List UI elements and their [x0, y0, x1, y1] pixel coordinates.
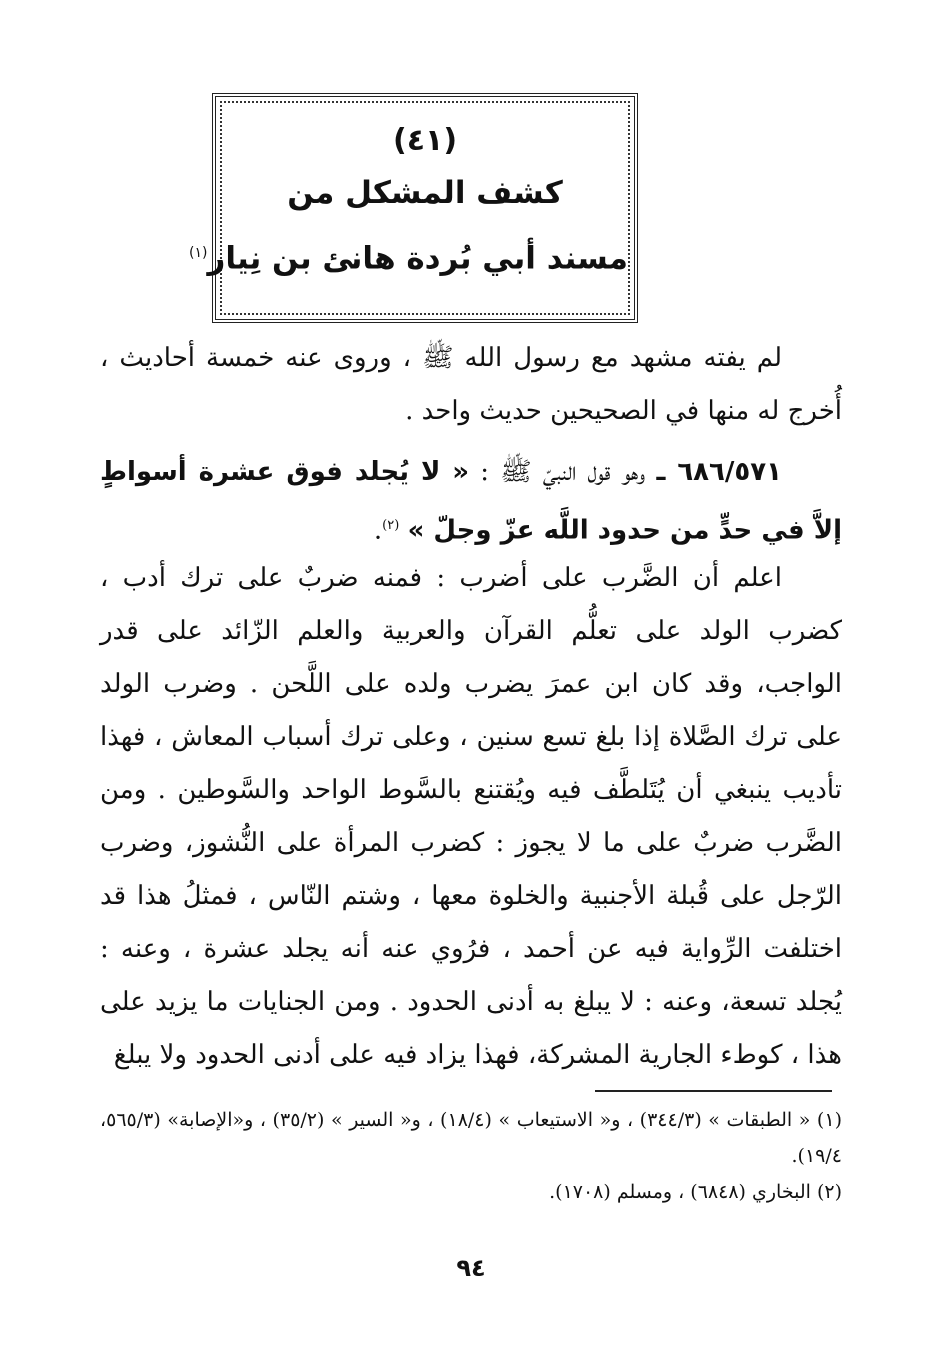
chapter-number: (٤١) [392, 123, 458, 158]
hadith-footnote-ref: (٢) [382, 518, 400, 533]
hadith-lead: وهو قول النبيّ ﷺ : [480, 457, 646, 487]
footnote-2: (٢) البخاري (٦٨٤٨) ، ومسلم (١٧٠٨). [549, 1181, 842, 1203]
commentary-block [100, 552, 842, 1082]
footnote-1: (١) « الطبقات » (٣٤٤/٣) ، و« الاستيعاب » (١٨/٤) ، و« السير » (٣٥/٢) ، و«الإصابة» (٥٦٥/٣، ١٩/٤). [100, 1109, 842, 1167]
hadith-block [100, 446, 842, 558]
hadith-paragraph [100, 446, 842, 558]
intro-block [100, 332, 842, 438]
chapter-title-line1: كشف المشكل من [287, 175, 563, 211]
footnote-separator [595, 1090, 832, 1092]
footnotes [100, 1102, 842, 1210]
commentary-paragraph: اعلم أن الضَّرب على أضرب : فمنه ضربٌ على ترك أدب ، كضرب الولد على تعلُّم القرآن والعربية والعلم الزّائد على قدر الواجب، وقد كان ابن عمرَ يضرب ولده على اللَّحن . وضرب الولد على ترك الصَّلاة إذا بلغ تسع سنين ، وعلى ترك أسباب المعاش ، فهذا تأديب ينبغي أن يُتَلطَّف فيه ويُقتنع بالسَّوط الواحد والسَّوطين . ومن الضَّرب ضربٌ على ما لا يجوز : كضرب المرأة على النُّشوز، وضرب الرّجل على قُبلة الأجنبية والخلوة معها ، وشتم النّاس ، فمثلُ هذا قد اختلفت الرِّواية فيه عن أحمد ، فرُوي عنه أنه يجلد عشرة ، وعنه : يُجلد تسعة، وعنه : لا يبلغ به أدنى الحدود . ومن الجنايات ما يزيد على هذا ، كوطء الجارية المشركة، فهذا يزاد فيه على أدنى الحدود ولا يبلغ [100, 563, 842, 1070]
intro-paragraph: لم يفته مشهد مع رسول الله ﷺ ، وروى عنه خمسة أحاديث ، أُخرج له منها في الصحيحين حديث واحد . [100, 343, 842, 426]
hadith-end: . [373, 515, 383, 546]
chapter-title-line2 [189, 223, 628, 283]
hadith-quote: « لا يُجلد فوق عشرة أسواطٍ إلاَّ في حدٍّ من حدود اللَّه عزّ وجلّ » [100, 457, 842, 546]
hadith-number: ٦٨٦/٥٧١ ـ [656, 457, 783, 487]
chapter-title-frame [189, 93, 638, 323]
page-number: ٩٤ [456, 1254, 486, 1282]
chapter-title-inner [189, 101, 630, 315]
title-footnote-ref: (١) [189, 245, 208, 261]
chapter-title-line2-text: مسند أبي بُردة هانئ بن نِيار [207, 240, 628, 277]
